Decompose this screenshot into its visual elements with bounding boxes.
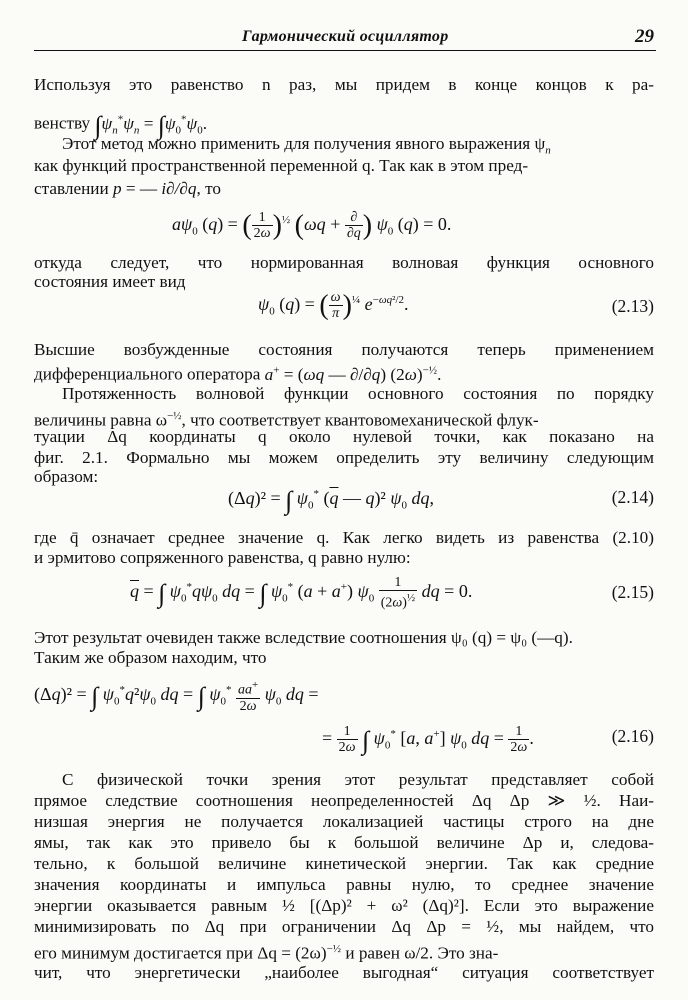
page-number: 29 — [635, 26, 654, 47]
inline-equation: a+ = (ωq — ∂/∂q) $(2\omega)^{-\frac{1}{2}}$. — [264, 364, 442, 384]
text-line: прямое следствие соотношения неопределенностей Δq Δp ≫ ½. Наи- — [34, 791, 654, 810]
inline-equation: p = — i∂/∂q, то — [112, 179, 221, 198]
text-line: значения координаты и импульса равны нулю, то среднее значение — [34, 875, 654, 894]
equation-number: (2.16) — [611, 726, 654, 746]
equation-number: (2.14) — [611, 487, 654, 507]
text-line: Высшие возбужденные состояния получаются теперь применением — [34, 340, 654, 359]
text-line: венству $\int\psi_n^*\psi_n = \int\psi_0^*\psi_0$. — [34, 110, 207, 140]
equation-dispersion: (Δq)² = ∫ $\psi_0^*$ ($\overline{q}$ — q)² $\psi_0$ dq, — [228, 486, 435, 515]
page-header — [34, 24, 656, 51]
text-line: ставлении p = — i∂/∂q, то — [34, 179, 221, 198]
text-line: фиг. 2.1. Формально мы можем определить эту величину следующим — [34, 448, 654, 467]
text-line: состояния имеет вид — [34, 272, 186, 291]
text-line: ямы, так как это привело бы к большой величине Δp и, следова- — [34, 833, 654, 852]
equation-dispersion-value-line1: (Δq)² = ∫ $\psi_0^*q^2\psi_0$ dq = ∫ $\psi_0^*$ $\frac{aa^+}{2\omega}$ $\psi_0$ dq = — [34, 679, 319, 714]
text-line: энергии оказывается равным ½ [(Δp)² + ω² (Δq)²]. Если это выражение — [34, 896, 654, 915]
text-line: образом: — [34, 467, 99, 486]
text-line: величины равна $\omega^{-\frac{1}{2}}$, что соответствует квантовомеханической флук- — [34, 410, 539, 430]
text-line: низшая энергия не получается локализацией частицы строго на дне — [34, 812, 654, 831]
equation-ground-state: $\psi_0$ (q) = ( $\frac{\omega}{\pi}$ )$^{\frac{1}{4}}$ $e^{-\omega q^2/2}$. — [258, 290, 409, 322]
inline-equation: $\int\psi_n^*\psi_n = \int\psi_0^*\psi_0$. — [94, 110, 207, 140]
text-line: и эрмитово сопряженного равенства, q равно нулю: — [34, 548, 411, 567]
text-line: дифференциального оператора a+ = (ωq — ∂/∂q) $(2\omega)^{-\frac{1}{2}}$. — [34, 364, 442, 384]
text-line: как функций пространственной переменной q. Так как в этом пред- — [34, 156, 529, 175]
text-line: тельно, к большой величине кинетической энергии. Так как средние — [34, 854, 654, 873]
text-line: Этот результат очевиден также вследствие соотношения ψ₀ (q) = ψ₀ (—q). — [34, 628, 573, 647]
text-line: Протяженность волновой функции основного состояния по порядку — [62, 384, 654, 403]
text-line: С физической точки зрения этот результат представляет собой — [62, 770, 654, 789]
equation-dispersion-value-line2: = $\frac{1}{2\omega}$ ∫ $\psi_0^*$ [a, a+] $\psi_0$ dq = $\frac{1}{2\omega}$ . — [322, 724, 534, 756]
running-title: Гармонический осциллятор — [242, 28, 449, 45]
equation-mean: $\overline{q}$ = ∫ $\psi_0^*q\psi_0$ dq = ∫ $\psi_0^*$ (a + a+) $\psi_0$ $\frac{1}{(2\omega)^{\frac{1}{2}}}$ dq = 0. — [130, 575, 473, 611]
equation-annihilation: $a\psi_0$ (q) = ( $\frac{1}{2\omega}$ )$^{\frac{1}{2}}$ (ωq + ∂ ∂q ) $\psi_0$ (q) = 0. — [172, 210, 452, 242]
text-line: откуда следует, что нормированная волновая функция основного — [34, 253, 654, 272]
text-line: его минимум достигается при $\Delta q = (2\omega)^{-\frac{1}{2}}$ и равен ω/2. Это зна- — [34, 943, 499, 963]
text-line: Используя это равенство n раз, мы придем в конце концов к ра- — [34, 75, 654, 94]
text-line: чит, что энергетически „наиболее выгодная“ ситуация соответствует — [34, 963, 654, 982]
text-line: Этот метод можно применить для получения явного выражения $\psi_n$ — [62, 134, 551, 157]
equation-number: (2.15) — [611, 582, 654, 602]
equation-number: (2.13) — [611, 296, 654, 316]
text-line: минимизировать по Δq при ограничении Δq Δp = ½, мы найдем, что — [34, 917, 654, 936]
text-line: где q̄ означает среднее значение q. Как легко видеть из равенства (2.10) — [34, 528, 654, 547]
text-line: Таким же образом находим, что — [34, 648, 267, 667]
text-line: туации Δq координаты q около нулевой точки, как показано на — [34, 427, 654, 446]
